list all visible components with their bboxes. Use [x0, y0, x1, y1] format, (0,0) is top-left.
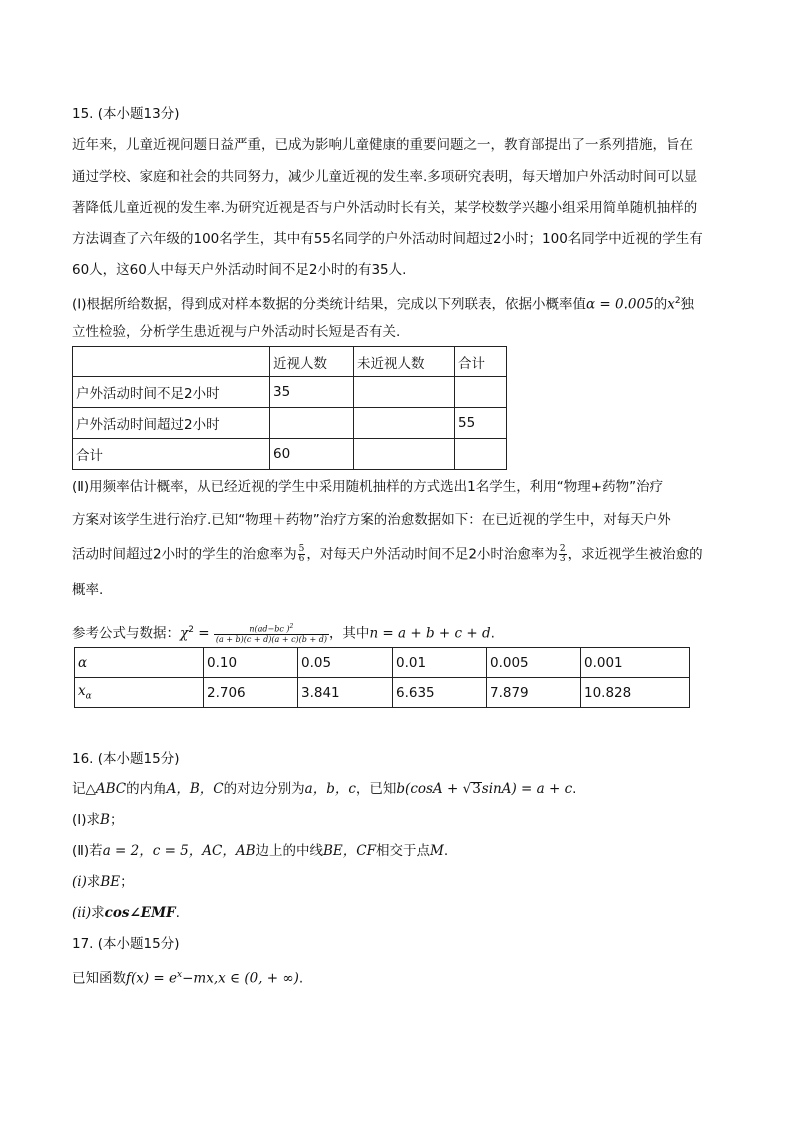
exponent: x	[177, 970, 183, 980]
subpart-label: (ii)	[72, 905, 92, 921]
q15-part2-line: 方案对该学生进行治疗.已知“物理＋药物”治疗方案的治愈数据如下：在已近视的学生中，对每天户外	[72, 512, 671, 528]
table-header-cell: 合计	[455, 347, 507, 377]
table-cell: 户外活动时间超过2小时	[73, 408, 270, 439]
table-cell	[354, 439, 455, 470]
table-cell: 户外活动时间不足2小时	[73, 377, 270, 408]
fraction-five-sixths	[298, 545, 306, 564]
q16-text: 求	[91, 905, 105, 921]
q15-paragraph-line: 方法调查了六年级的100名学生，其中有55名同学的户外活动时间超过2小时；100名同学中近视的学生有	[72, 231, 703, 247]
fraction-numerator: 2	[559, 544, 566, 554]
table-cell: 0.05	[298, 648, 393, 678]
q15-header: 15. (本小题13分)	[72, 106, 180, 122]
q17-text: .	[298, 970, 304, 987]
q16-text: 相交于点	[376, 843, 430, 859]
table-cell	[354, 377, 455, 408]
cos-emf: cos∠EMF	[104, 905, 176, 921]
table-header-cell: 近视人数	[270, 347, 354, 377]
fraction-two-thirds	[559, 545, 567, 564]
part1-text: (Ⅰ)根据所给数据，得到成对样本数据的分类统计结果，完成以下列联表，依据小概率值	[72, 296, 587, 313]
fraction-numerator: 5	[298, 544, 305, 554]
q15-paragraph-line: 60人，这60人中每天户外活动时间不足2小时的有35人.	[72, 262, 407, 278]
q16-text: ，已知	[355, 781, 397, 797]
reference-formula-line	[72, 617, 495, 647]
q16-header: 16. (本小题15分)	[72, 751, 180, 767]
q15-paragraph-line: 通过学校、家庭和社会的共同努力，减少儿童近视的发生率.多项研究表明，每天增加户外活动时间可以显	[72, 169, 698, 185]
reference-text: .	[490, 625, 495, 642]
q16-text: 边上的中线	[255, 843, 324, 859]
part1-text: 的	[653, 296, 668, 313]
q16-statement-line	[72, 780, 576, 798]
table-cell: 6.635	[393, 678, 487, 708]
q16-subpart-i	[72, 873, 134, 891]
q17-header: 17. (本小题15分)	[72, 936, 180, 952]
table-cell	[455, 377, 507, 408]
table-row-label	[75, 678, 204, 708]
point-m: M	[430, 843, 444, 859]
given-values: a = 2，c = 5，AC，AB	[102, 843, 256, 859]
table-row-label: α	[75, 648, 204, 678]
q16-text: .	[572, 781, 577, 797]
table-row	[75, 648, 690, 678]
table-row	[75, 678, 690, 708]
table-cell: 10.828	[581, 678, 690, 708]
sqrt-symbol: √	[462, 781, 472, 797]
formula-denominator: (a + b)(c + d)(a + c)(b + d)	[215, 635, 327, 645]
contingency-table	[72, 346, 507, 470]
critical-value-table	[74, 647, 690, 708]
table-cell	[270, 408, 354, 439]
q16-text: ；	[120, 874, 134, 890]
q16-text: (Ⅰ)求	[72, 812, 101, 828]
triangle-abc: △ABC	[85, 781, 127, 797]
q16-text: .	[443, 843, 449, 859]
q16-text: 求	[86, 874, 101, 890]
alpha-equation: α = 0.005	[586, 296, 654, 313]
part2-text: ，对每天户外活动时间不足2小时治愈率为	[306, 546, 558, 563]
table-cell: 0.01	[393, 648, 487, 678]
table-cell: 0.005	[487, 648, 581, 678]
formula-numerator-sup: 2	[289, 622, 294, 630]
q16-part1-line	[72, 811, 123, 829]
formula-numerator-text: n(ad−bc )	[249, 624, 290, 634]
chi-symbol: x	[667, 296, 675, 313]
table-row	[73, 347, 507, 377]
equals-sign: =	[193, 625, 214, 642]
function-def: −mx,x ∈ (0, + ∞)	[182, 970, 299, 987]
table-cell: 0.10	[204, 648, 298, 678]
var-be: BE	[100, 874, 121, 890]
table-header-cell: 未近视人数	[354, 347, 455, 377]
x-symbol: x	[78, 683, 86, 700]
function-def: f(x) = e	[126, 970, 178, 987]
equation-part: b(cosA +	[396, 781, 463, 797]
table-cell	[455, 439, 507, 470]
fraction-denominator: 3	[559, 554, 566, 564]
part2-text: 活动时间超过2小时的学生的治愈率为	[72, 546, 297, 563]
angle-vars: A，B，C	[166, 781, 224, 797]
q16-part2-line	[72, 842, 448, 860]
sqrt-radicand: 3	[472, 781, 481, 797]
table-row	[73, 408, 507, 439]
reference-label: 参考公式与数据：	[72, 625, 180, 642]
q16-text: 记	[72, 781, 86, 797]
table-cell: 0.001	[581, 648, 690, 678]
table-cell: 3.841	[298, 678, 393, 708]
n-definition: n = a + b + c + d	[369, 625, 491, 642]
q15-part1-line	[72, 292, 694, 314]
part1-text: 独	[680, 296, 695, 313]
chi-symbol: χ	[180, 625, 189, 642]
q16-text: 的对边分别为	[223, 781, 305, 797]
q17-text: 已知函数	[72, 970, 126, 987]
chi-superscript: 2	[674, 296, 681, 306]
table-cell: 2.706	[204, 678, 298, 708]
q15-paragraph-line: 近年来，儿童近视问题日益严重，已成为影响儿童健康的重要问题之一，教育部提出了一系列措施，旨在	[72, 137, 693, 153]
median-lines: BE，CF	[323, 843, 376, 859]
subpart-label: (i)	[72, 874, 87, 890]
q16-text: (Ⅱ)若	[72, 843, 103, 859]
q17-statement-line	[72, 966, 303, 988]
q15-part2-line: 概率.	[72, 582, 104, 598]
table-cell: 合计	[73, 439, 270, 470]
chi-superscript: 2	[188, 625, 194, 635]
x-subscript: α	[85, 691, 92, 702]
reference-text: ，其中	[328, 625, 370, 642]
formula-numerator	[214, 622, 329, 636]
q16-text: 的内角	[126, 781, 167, 797]
part2-text: ，求近视学生被治愈的	[567, 546, 703, 563]
chi-square-fraction	[214, 622, 329, 646]
table-cell: 7.879	[487, 678, 581, 708]
q16-subpart-ii	[72, 904, 180, 922]
table-row	[73, 439, 507, 470]
q15-paragraph-line: 著降低儿童近视的发生率.为研究近视是否与户外活动时长有关，某学校数学兴趣小组采用简单随机抽样的	[72, 200, 698, 216]
q15-part1-line: 立性检验，分析学生患近视与户外活动时长短是否有关.	[72, 324, 401, 340]
table-cell	[354, 408, 455, 439]
q16-text: .	[175, 905, 180, 921]
fraction-denominator: 6	[298, 554, 305, 564]
table-cell	[73, 347, 270, 377]
q15-part2-line: (Ⅱ)用频率估计概率，从已经近视的学生中采用随机抽样的方式选出1名学生，利用“物理+药物”治疗	[72, 479, 664, 495]
var-b: B	[100, 812, 110, 828]
table-cell: 55	[455, 408, 507, 439]
equation-part: sinA) = a + c	[481, 781, 573, 797]
side-vars: a，b，c	[304, 781, 356, 797]
q16-text: ；	[109, 812, 124, 828]
q15-part2-line	[72, 545, 703, 564]
table-cell: 35	[270, 377, 354, 408]
table-cell: 60	[270, 439, 354, 470]
table-row	[73, 377, 507, 408]
